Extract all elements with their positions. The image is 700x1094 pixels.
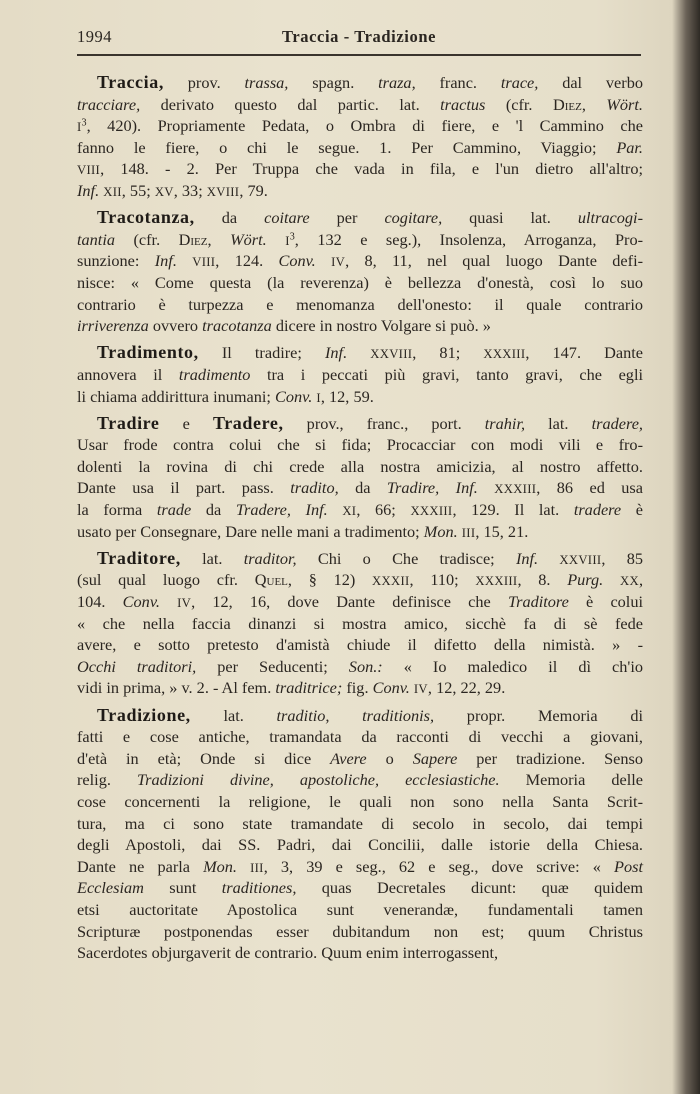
text <box>328 500 343 519</box>
headword: Traccia, <box>97 72 164 92</box>
text: per tradizione. Senso <box>457 748 644 768</box>
italic-text: trahir, <box>484 413 526 433</box>
entry-line <box>77 548 643 570</box>
entry-line <box>77 813 643 835</box>
italic-text: Purg. <box>567 570 604 590</box>
roman-numeral: IV <box>331 255 346 270</box>
text: o <box>366 748 413 768</box>
text: (cfr. <box>115 229 179 249</box>
text: franc. <box>415 73 501 92</box>
text <box>160 592 177 611</box>
italic-text: Conv. <box>275 386 313 406</box>
roman-numeral: XXVIII <box>559 552 602 567</box>
roman-numeral: XXXIII <box>475 574 518 589</box>
headword: Tradire <box>97 412 160 433</box>
text: , <box>207 229 231 249</box>
roman-numeral: I <box>77 120 82 135</box>
text <box>478 478 494 497</box>
roman-numeral: XXXII <box>372 574 410 589</box>
text: , 129. Il lat. <box>452 500 574 520</box>
entry-line <box>77 791 643 813</box>
entry-line <box>77 364 643 386</box>
roman-numeral: VIII <box>192 255 216 270</box>
entry-line <box>77 877 643 899</box>
roman-numeral: XI <box>342 504 357 519</box>
roman-numeral: XXXIII <box>410 504 453 519</box>
italic-text: traditio, traditionis, <box>276 705 435 725</box>
headword: Traditore, <box>97 547 181 568</box>
text: dal verbo <box>538 73 643 92</box>
italic-text: irriverenza <box>77 316 149 336</box>
italic-text: tracotanza <box>202 316 272 336</box>
text: , 86 ed usa <box>536 478 643 498</box>
text: , 148. - 2. Per Truppa che vada in fila, e l'un dietro all'altro; <box>100 159 643 179</box>
text: , 66; <box>356 500 411 520</box>
roman-numeral: IV <box>177 596 192 611</box>
italic-text: tractus <box>440 94 486 114</box>
text: , 420). Propriamente Pedata, o Ombra di fiere, e 'l Cammino che <box>86 116 643 136</box>
entry-tradizione <box>77 705 643 964</box>
text: lat. <box>180 548 244 568</box>
italic-text: tradito, <box>290 478 339 498</box>
dictionary-body <box>77 72 643 969</box>
italic-text: cogitare, <box>384 208 443 228</box>
entry-line <box>77 591 643 613</box>
italic-text: Inf. <box>77 180 100 200</box>
text: , 124. <box>215 251 279 271</box>
text: , 8, 11, nel qual luogo Dante defi- <box>345 251 644 271</box>
entry-line <box>77 94 643 116</box>
italic-text: Tradere, Inf. <box>235 500 328 520</box>
italic-text: Wört. <box>230 229 267 249</box>
entry-tradimento <box>77 342 643 407</box>
small-caps-text: Diez <box>552 94 582 114</box>
entry-line <box>77 521 643 543</box>
italic-text: Occhi traditori, <box>77 656 197 676</box>
entry-line <box>77 634 643 656</box>
entry-line <box>77 726 643 748</box>
entry-line <box>77 705 643 727</box>
text <box>177 251 192 270</box>
entry-line <box>77 272 643 294</box>
italic-text: traza, <box>378 73 416 92</box>
text: , 12, 22, 29. <box>427 678 506 698</box>
small-caps-text: Diez <box>178 229 208 249</box>
text <box>267 230 285 249</box>
text: quas Decretales dicunt: quæ quidem <box>296 878 643 898</box>
text: (sul qual luogo cfr. <box>77 570 255 590</box>
text: , 55; <box>121 180 155 200</box>
italic-text: Conv. <box>278 251 316 271</box>
entry-line <box>77 137 643 159</box>
text: Chi o Che tradisce; <box>296 548 516 568</box>
italic-text: Tradizioni divine, apostoliche, ecclesiastiche. <box>136 770 500 790</box>
text: fanno le fiere, o chi le segue. 1. Per Cammino, Viaggio; <box>77 137 617 157</box>
entry-line <box>77 180 643 202</box>
text: da <box>191 500 236 520</box>
entry-line <box>77 413 643 435</box>
text: « che nella faccia dinanzi si mostra amico, sicchè fa di sè fede <box>77 613 643 633</box>
page-header <box>77 27 641 49</box>
entry-line <box>77 921 643 943</box>
italic-text: traditor, <box>243 548 297 568</box>
text: vidi in prima, » v. 2. - Al fem. <box>77 678 276 698</box>
text: fatti e cose antiche, tramandata da racconti di vecchi a giovani, <box>77 727 643 747</box>
text: , 110; <box>409 570 476 590</box>
text: Memoria delle <box>499 770 643 790</box>
entry-line <box>77 315 643 337</box>
entry-line <box>77 386 643 408</box>
roman-numeral: III <box>250 860 264 875</box>
running-title: Traccia - Tradizione <box>281 27 437 46</box>
entry-tradire-e-tradere <box>77 413 643 543</box>
italic-text: tracciare, <box>77 94 141 114</box>
text: avere, e sotto pretesto d'amistà chiude il difetto della nimistà. » - <box>77 635 643 655</box>
text: , 147. Dante <box>525 343 643 363</box>
text: per Seducenti; <box>196 656 349 676</box>
text: Scripturæ postponendas esser dubitandum non est; quum Christus <box>77 921 643 941</box>
text: , 132 e seg.), Insolenza, Arroganza, Pro- <box>294 229 644 249</box>
italic-text: coitare <box>264 208 310 228</box>
text: , 12, 16, dove Dante definisce che <box>191 592 508 612</box>
italic-text: Mon. <box>203 856 238 876</box>
italic-text: trace, <box>500 73 539 92</box>
text: tura, ma ci sono state tramandate di secolo in secolo, dai tempi <box>77 813 643 833</box>
text: , <box>638 570 644 590</box>
superscript: 3 <box>81 117 87 129</box>
roman-numeral: XXXIII <box>483 347 526 362</box>
italic-text: Par. <box>616 137 643 157</box>
text: e <box>159 413 213 433</box>
roman-numeral: XVIII <box>206 184 240 199</box>
text: per <box>309 208 385 228</box>
text: ovvero <box>148 316 203 336</box>
italic-text: Traditore <box>507 592 569 612</box>
entry-line <box>77 656 643 678</box>
text: Dante ne parla <box>77 856 204 876</box>
headword: Tradere, <box>212 412 284 433</box>
text: lat. <box>190 705 277 725</box>
text: li chiama addirittura inumani; <box>77 386 276 406</box>
text: propr. Memoria di <box>434 705 643 725</box>
italic-text: Inf. <box>325 343 348 363</box>
text: nisce: « Come questa (la reverenza) è bellezza d'onestà, così lo suo <box>77 272 643 292</box>
italic-text: Mon. <box>423 521 458 541</box>
italic-text: Ecclesiam <box>77 878 144 898</box>
text: è colui <box>568 592 643 612</box>
roman-numeral: XXXIII <box>494 482 537 497</box>
roman-numeral: VIII <box>77 163 101 178</box>
text: , 8. <box>517 570 568 590</box>
roman-numeral: I <box>316 390 321 405</box>
text: annovera il <box>77 364 179 384</box>
italic-text: tradere <box>573 500 622 520</box>
text: lat. <box>525 413 592 433</box>
text: , § 12) <box>287 570 373 590</box>
text <box>237 857 250 876</box>
entry-line <box>77 499 643 521</box>
roman-numeral: XX <box>619 574 639 589</box>
italic-text: Conv. <box>372 678 410 698</box>
text: , 85 <box>601 548 643 568</box>
text <box>603 570 620 589</box>
text: 104. <box>77 592 123 612</box>
italic-text: Post <box>614 856 643 876</box>
entry-line <box>77 115 643 137</box>
entry-line <box>77 677 643 699</box>
text: da <box>338 478 387 498</box>
entry-line <box>77 477 643 499</box>
text: (cfr. <box>485 94 553 114</box>
text: cose concernenti la religione, le quali non sono nella Santa Scrit- <box>77 791 643 811</box>
roman-numeral: III <box>461 525 476 540</box>
entry-line <box>77 456 643 478</box>
text: la forma <box>77 500 157 520</box>
text: contrario è turpezza e menomanza dell'onesto: il quale contrario <box>77 294 643 314</box>
text: sunzione: <box>77 251 155 271</box>
entry-line <box>77 942 643 964</box>
text: fig. <box>342 678 373 698</box>
entry-line <box>77 834 643 856</box>
entry-traccia <box>77 72 643 202</box>
entry-line <box>77 294 643 316</box>
italic-text: tradere, <box>591 413 643 433</box>
italic-text: trade <box>156 500 192 520</box>
roman-numeral: XXVIII <box>370 347 413 362</box>
text: relig. <box>77 770 137 790</box>
text: , <box>581 94 607 114</box>
italic-text: traditiones, <box>221 878 297 898</box>
entry-line <box>77 207 643 229</box>
text: , 15, 21. <box>475 521 529 541</box>
text: quasi lat. <box>442 208 578 228</box>
text: tra i peccati più gravi, tanto gravi, che egli <box>250 364 643 384</box>
text: Dante usa il part. pass. <box>77 478 291 498</box>
text: dicere in nostro Volgare si può. » <box>271 316 491 336</box>
entry-line <box>77 72 643 94</box>
italic-text: Wört. <box>606 94 643 114</box>
text: degli Apostoli, dai SS. Padri, dai Concilii, dalle istorie della Chiesa. <box>77 835 643 855</box>
entry-line <box>77 569 643 591</box>
entry-traditore <box>77 548 643 699</box>
text <box>347 343 370 362</box>
entry-line <box>77 769 643 791</box>
entry-line <box>77 613 643 635</box>
text: , 3, 39 e seg., 62 e seg., dove scrive: « <box>263 856 615 876</box>
entry-line <box>77 748 643 770</box>
entry-line <box>77 229 643 251</box>
italic-text: Avere <box>330 748 367 768</box>
text <box>316 251 331 270</box>
text: prov. <box>163 73 245 92</box>
entry-line <box>77 856 643 878</box>
entry-line <box>77 899 643 921</box>
entry-line <box>77 250 643 272</box>
entry-tracotanza <box>77 207 643 337</box>
superscript: 3 <box>289 231 295 243</box>
header-rule <box>77 54 641 56</box>
headword: Tradimento, <box>97 342 199 363</box>
text: spagn. <box>288 73 379 92</box>
headword: Tradizione, <box>97 704 191 725</box>
italic-text: Conv. <box>122 592 160 612</box>
text: « Io maledico il dì ch'io <box>382 656 643 676</box>
italic-text: trassa, <box>244 73 289 92</box>
page-number: 1994 <box>77 27 112 46</box>
text: è <box>621 500 643 520</box>
headword: Tracotanza, <box>97 207 195 228</box>
text: usato per Consegnare, Dare nelle mani a tradimento; <box>77 521 424 541</box>
italic-text: Sapere <box>412 748 458 768</box>
text: d'età in età; Onde si dice <box>77 748 331 768</box>
text: etsi auctoritate Apostolica sunt venerandæ, fundamentali tamen <box>77 899 643 919</box>
text: da <box>194 208 265 228</box>
text: sunt <box>143 878 222 898</box>
italic-text: tantia <box>77 229 115 249</box>
text: , 12, 59. <box>320 386 374 406</box>
text: Il tradire; <box>198 343 325 363</box>
italic-text: Inf. <box>154 251 177 271</box>
small-caps-text: Quel <box>254 570 288 590</box>
italic-text: Tradire, Inf. <box>386 478 478 498</box>
entry-line <box>77 434 643 456</box>
roman-numeral: XII <box>103 184 122 199</box>
italic-text: tradimento <box>178 364 251 384</box>
roman-numeral: XV <box>154 184 174 199</box>
text: Sacerdotes objurgaverit de contrario. Quum enim interrogassent, <box>77 943 499 963</box>
text: Usar frode contra colui che si fida; Procacciar con modi vili e fro- <box>77 435 643 455</box>
italic-text: traditrice; <box>275 678 343 698</box>
entry-line <box>77 342 643 364</box>
roman-numeral: IV <box>413 682 428 697</box>
text <box>538 549 559 568</box>
text: prov., franc., port. <box>283 413 485 433</box>
italic-text: Son.: <box>348 656 383 676</box>
roman-numeral: I <box>285 233 290 248</box>
text: , 81; <box>412 343 484 363</box>
text: derivato questo dal partic. lat. <box>140 94 441 114</box>
text: , 33; <box>173 180 207 200</box>
italic-text: ultracogi- <box>577 208 644 228</box>
text: dolenti la rovina di chi crede alla nostra amicizia, al nostro affetto. <box>77 456 643 476</box>
text: , 79. <box>239 180 268 200</box>
entry-line <box>77 158 643 180</box>
italic-text: Inf. <box>515 548 539 568</box>
